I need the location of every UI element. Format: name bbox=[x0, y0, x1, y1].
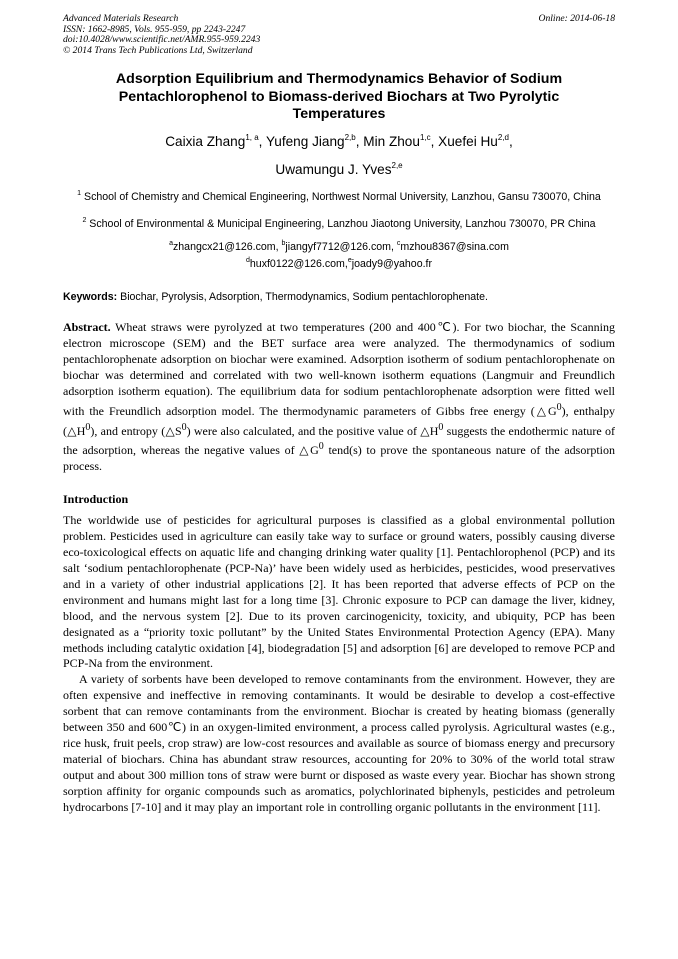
author: Xuefei Hu$^{2,d}$, bbox=[438, 132, 513, 149]
email-d[interactable]: huxf0122@126.com bbox=[249, 257, 345, 270]
abstract-label: Abstract. bbox=[63, 320, 111, 335]
affiliation-2: $^2$ School of Environmental & Municipal Engineering, Lanzhou Jiaotong University, Lanzhou 730070, PR China bbox=[82, 217, 596, 231]
author: Yufeng Jiang$^{2,b}$, bbox=[265, 132, 364, 149]
running-header bbox=[63, 14, 615, 56]
intro-paragraph-1: The worldwide use of pesticides for agricultural purposes is classified as a global environmental pollution problem. Pesticides used in agriculture can easily take way to surface or ground waters, possibly causing diverse eco-toxicological effects on aquatic life and changing drinking water quality [1]. Pentachlorophenol (PCP) and its salt ‘sodium pentachlorophenate (PCP-Na)’ have been widely used as herbicides, pesticides, wood preservatives and in a variety of other industrial applications [2]. It has been reported that adverse effects of PCP on the environment and humans might last for a long time [3]. Chronic exposure to PCP can damage the liver, kidney, blood, and the nervous system [2]. Due to its proven carcinogenicity, toxicity, and ubiquity, PCP has been designated as a “priority toxic pollutant” by the United States Environmental Protection Agency (EPA). Many methods including catalytic oxidation [4], biodegradation [5] and adsorption [6] are developed to remove PCP and PCP-Na from the environment. bbox=[63, 513, 615, 671]
online-date: Online: 2014-06-18 bbox=[538, 13, 615, 24]
email-a[interactable]: zhangcx21@126.com bbox=[172, 240, 276, 253]
email-b[interactable]: jiangyf7712@126.com bbox=[285, 240, 391, 253]
email-e[interactable]: joady9@yahoo.fr bbox=[351, 257, 432, 270]
author: Min Zhou$^{1,c}$, bbox=[363, 132, 439, 149]
intro-paragraph-2: A variety of sorbents have been developed to remove contaminants from the environment. However, they are often expensive and ineffective in removing contaminants. It would be desirable to develop a cost-effective sorbent that can remove contaminants from the environment. Biochar is created by heating biomass (generally between 350 and 600℃) in an oxygen-limited environment, a process called pyrolysis. Agricultural wastes (e.g., rice husk, fruit peels, crop straw) are low-cost resources and available as source of biomass energy and precursory material of biochars. China has abundant straw resources, accounting for 20% to 30% of the world total straw output and about 300 million tons of straw were burnt or disposed as waste every year. Biochar has shown strong sorption affinity for organic compounds such as aromatics, polychlorinated biphenyls, pesticides and petroleum hydrocarbons [7-10] and it may play an important role in controlling organic pollutants in the environment [11]. bbox=[63, 672, 615, 814]
doi: doi:10.4028/www.scientific.net/AMR.955-959.2243 bbox=[63, 34, 261, 46]
abstract: Abstract. Wheat straws were pyrolyzed at two temperatures (200 and 400℃). For two biochar, the Scanning electron microscope (SEM) and the BET surface area were analyzed. The thermodynamics of sodium pentachlorophenate adsorption on biochar were examined. Adsorption isotherm of sodium pentachlorophenate on biochar was determined and correlated with two well-known isotherm equations (Langmuir and Freundlich adsorption isotherm equation). The equilibrium data for sodium pentachlorophenate adsorption were fitted well with the Freundlich adsorption model. The thermodynamic parameters of Gibbs free energy $(\triangle G^0)$, enthalpy $(\triangle H^0)$, and entropy $(\triangle S^0)$ were also calculated, and the positive value of $\triangle H^0$ suggests the endothermic nature of the adsorption, whereas the negative values of $\triangle G^0$ tend(s) to prove the spontaneous nature of the adsorption process. bbox=[63, 320, 616, 474]
email-c[interactable]: mzhou8367@sina.com bbox=[400, 240, 509, 253]
author-emails: $^a$zhangcx21@126.com, $^b$jiangyf7712@126.com, $^c$mzhou8367@sina.com $^d$huxf0122@126.com,$^e$joady9@yahoo.fr bbox=[169, 239, 509, 270]
copyright: © 2014 Trans Tech Publications Ltd, Switzerland bbox=[63, 44, 253, 56]
keywords-text: Biochar, Pyrolysis, Adsorption, Thermodynamics, Sodium pentachlorophenate. bbox=[120, 291, 488, 304]
paper-title: Adsorption Equilibrium and Thermodynamics Behavior of Sodium Pentachlorophenol to Biomass-derived Biochars at Two Pyrolytic Temperatures bbox=[115, 71, 563, 123]
introduction-heading: Introduction bbox=[63, 492, 129, 507]
author: Uwamungu J. Yves$^{2,e}$ bbox=[275, 160, 403, 177]
keywords-label: Keywords: bbox=[63, 291, 118, 304]
journal-info bbox=[63, 14, 260, 56]
keywords bbox=[63, 291, 615, 304]
author-list bbox=[63, 126, 615, 182]
issn: ISSN: 1662-8985, Vols. 955-959, pp 2243-2247 bbox=[63, 23, 246, 35]
affiliation-1: $^1$ School of Chemistry and Chemical Engineering, Northwest Normal University, Lanzhou, Gansu 730070, China bbox=[77, 189, 601, 203]
author: Caixia Zhang$^{1, a}$, bbox=[165, 132, 266, 149]
journal-name: Advanced Materials Research bbox=[63, 13, 179, 24]
